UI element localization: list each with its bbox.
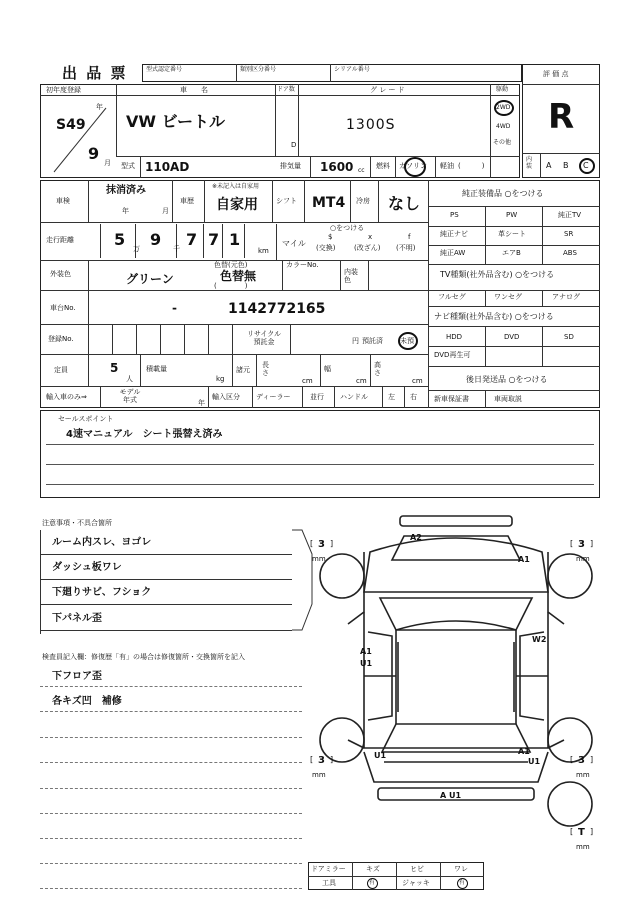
equip-navi: 純正ナビ <box>440 230 468 238</box>
mileage-label: 走行距離 <box>46 236 74 244</box>
tread-spare-value: T <box>578 827 585 838</box>
grade-label: グ レ ー ド <box>370 86 405 94</box>
id-number-strip <box>142 64 522 82</box>
interior-label: 内装 <box>526 156 533 170</box>
mileage-sen: 千 <box>173 245 180 253</box>
chassis-label: 車台No. <box>50 304 76 312</box>
tv-analog: アナログ <box>552 293 580 301</box>
tread-spare-open: [ <box>570 827 574 836</box>
chassis-dash: - <box>172 301 177 315</box>
mileage-man: 万 <box>133 245 140 253</box>
tread-rl-value: 3 <box>318 755 325 766</box>
note-item-2: ダッシュ板ワレ <box>52 562 122 573</box>
tread-rr-open: [ <box>570 755 574 764</box>
unknown-label: (不明) <box>396 244 416 252</box>
equip-leather: 革シート <box>498 230 526 238</box>
height-cm: cm <box>412 377 423 385</box>
mark-a1-left: A1 <box>360 647 372 656</box>
inspection-month: 月 <box>162 207 169 215</box>
mark-a2: A2 <box>410 533 422 542</box>
displacement-label: 排気量 <box>280 162 301 170</box>
equip-ps: PS <box>450 211 459 219</box>
person-unit: 人 <box>126 375 133 383</box>
tread-rl-open: [ <box>310 755 314 764</box>
tv-label: TV種類(社外品含む) ○をつける <box>440 270 555 279</box>
ac-value: なし <box>388 194 421 213</box>
color-change-paren: ( ) <box>214 282 248 290</box>
mileage-digit-1: 5 <box>114 230 126 249</box>
length-cm: cm <box>302 377 313 385</box>
parallel: 並行 <box>310 393 324 401</box>
model-year-label: モデル年式 <box>119 388 141 405</box>
equip-tv: 純正TV <box>558 211 582 219</box>
left-handle: 左 <box>388 393 395 401</box>
grade: 1300S <box>346 117 396 133</box>
dvd-label: DVD再生可 <box>434 351 471 359</box>
model-value: 110AD <box>145 160 190 174</box>
length-label: 長さ <box>262 361 269 377</box>
tread-spare-close: ] <box>590 827 594 836</box>
mileage-digit-2: 9 <box>150 230 162 249</box>
mileage-km: km <box>258 247 269 255</box>
note-item-4: 下パネル歪 <box>52 613 102 624</box>
inspector-label: 検査員記入欄：修復歴「有」の場合は修復箇所・交換箇所を記入 <box>42 653 245 661</box>
mark-x: x <box>368 233 373 241</box>
note-item-1: ルーム内スレ、ヨゴレ <box>52 537 152 548</box>
tread-spare-mm: mm <box>576 843 590 851</box>
tread-fl-close: ] <box>330 539 334 548</box>
post-sale-label: 後日発送品 ○をつける <box>466 375 548 384</box>
dealer: ディーラー <box>256 393 291 401</box>
legend-tools: 工具 <box>322 879 336 887</box>
drive-4wd: 4WD <box>496 123 511 130</box>
interior-c: C <box>583 161 589 170</box>
model-year-nen: 年 <box>198 399 205 407</box>
inspection-value: 抹消済み <box>106 185 146 196</box>
import-cat-label: 輸入区分 <box>212 393 240 401</box>
fuel-label: 燃料 <box>376 162 390 170</box>
reg-no-label: 登録No. <box>48 335 74 343</box>
model-label: 型式 <box>121 162 135 170</box>
altered-label: (改ざん) <box>354 244 381 252</box>
color-change-value: 色替無 <box>220 269 257 283</box>
note-item-3: 下廻りサビ、フショク <box>52 587 152 598</box>
legend-scratch: キズ <box>366 865 380 873</box>
equip-aw: 純正AW <box>440 249 466 257</box>
score-value: R <box>548 97 575 137</box>
inspection-label: 車検 <box>56 197 70 205</box>
drive-2wd: 2WD <box>496 104 511 111</box>
recycle-label: リサイクル預託金 <box>246 330 282 347</box>
navi-label: ナビ種類(社外品含む) ○をつける <box>434 312 554 321</box>
manual: 車両取説 <box>494 395 522 403</box>
page-title: 出 品 票 <box>62 64 128 82</box>
warranty: 新車保証書 <box>434 395 469 403</box>
chassis-value: 1142772165 <box>228 301 326 317</box>
drive-label: 駆動 <box>496 86 509 93</box>
width-cm: cm <box>356 377 367 385</box>
mark-u1-rear-left: U1 <box>374 751 387 760</box>
doors-label: ドア数 <box>277 86 295 93</box>
cc-unit: cc <box>358 167 365 174</box>
first-reg-label: 初年度登録 <box>46 86 81 94</box>
door-d: D <box>291 141 297 149</box>
first-reg-year: S49 <box>56 117 86 133</box>
interior-color-label: 内装色 <box>344 268 358 285</box>
use-note: ※未記入は自家用 <box>212 183 260 190</box>
right-handle: 右 <box>410 393 417 401</box>
tread-fr-open: [ <box>570 539 574 548</box>
color-value: グリーン <box>126 272 174 286</box>
mileage-digit-5: 1 <box>229 230 241 249</box>
mile-label: マイル <box>282 239 306 248</box>
displacement-value: 1600 <box>320 160 354 174</box>
ac-label: 冷房 <box>356 197 370 205</box>
equip-abs: ABS <box>563 249 577 257</box>
mark-w2: W2 <box>532 635 547 644</box>
car-name: VW ビートル <box>126 112 225 131</box>
not-deposited: 未預 <box>400 337 414 345</box>
height-label: 高さ <box>374 361 381 377</box>
interior-b: B <box>563 161 569 170</box>
tread-rr-mm: mm <box>576 771 590 779</box>
mileage-digit-4: 7 <box>208 230 220 249</box>
navi-sd: SD <box>564 333 574 341</box>
genuine-equip-label: 純正装備品 ○をつける <box>462 189 544 198</box>
load-label: 積載量 <box>146 365 167 373</box>
tread-fl-value: 3 <box>318 539 325 550</box>
inspector-item-1: 下フロア歪 <box>52 671 102 682</box>
import-label: 輸入車のみ⇒ <box>46 393 87 401</box>
legend-tools-yes: 有 <box>369 879 376 886</box>
exchange-label: (交換) <box>316 244 336 252</box>
tread-rr-value: 3 <box>578 755 585 766</box>
color-change-label: 色替(元色) <box>214 261 248 269</box>
legend-jack: ジャッキ <box>402 879 430 887</box>
navi-hdd: HDD <box>446 333 463 341</box>
sales-text: 4速マニュアル シート張替え済み <box>66 429 223 440</box>
tread-fl-mm: mm <box>312 555 326 563</box>
tread-fl-open: [ <box>310 539 314 548</box>
color-label: 外装色 <box>50 270 71 278</box>
mark-dollar: $ <box>328 233 333 241</box>
serial-label: シリアル番号 <box>334 66 370 73</box>
drive-other: その他 <box>493 139 512 146</box>
width-label: 幅 <box>324 365 331 373</box>
notes-label: 注意事項・不具合箇所 <box>42 519 112 527</box>
first-reg-year-char: 年 <box>96 103 103 111</box>
fuel-gas: ガソリン <box>399 162 427 170</box>
inspector-item-2: 各キズ凹 補修 <box>52 696 122 707</box>
tread-fr-mm: mm <box>576 555 590 563</box>
dims-label: 諸元 <box>236 366 250 374</box>
color-no-label: カラーNo. <box>286 261 319 269</box>
category-label: 類別区分番号 <box>240 66 277 73</box>
shift-label: シフト <box>276 197 297 205</box>
circle-note: ○をつける <box>330 224 365 232</box>
equip-pw: PW <box>506 211 518 219</box>
mark-rear: A U1 <box>440 791 462 800</box>
interior-a: A <box>546 161 552 170</box>
mark-u1-rear-right: U1 <box>528 757 541 766</box>
tread-rl-close: ] <box>330 755 334 764</box>
tv-fullseg: フルセグ <box>438 293 466 301</box>
sales-label: セールスポイント <box>58 415 114 423</box>
first-reg-month: 9 <box>88 144 100 163</box>
first-reg-month-char: 月 <box>104 159 111 167</box>
navi-dvd: DVD <box>504 333 520 341</box>
legend-broken: ワレ <box>454 865 468 873</box>
legend-crack: ヒビ <box>410 865 424 873</box>
handle-label: ハンドル <box>340 393 368 401</box>
mark-a1-rear-right: A1 <box>518 747 530 756</box>
capacity-label: 定員 <box>54 366 68 374</box>
tread-fr-value: 3 <box>578 539 585 550</box>
mark-f: f <box>408 233 411 241</box>
car-name-label: 車 名 <box>180 86 208 94</box>
legend-jack-yes: 有 <box>459 879 466 886</box>
score-label: 評 価 点 <box>543 70 569 78</box>
tread-rr-close: ] <box>590 755 594 764</box>
car-diagram <box>308 512 604 858</box>
use-label: 車歴 <box>180 197 194 205</box>
deposited: 預託済 <box>362 337 383 345</box>
legend-door-mirror: ドアミラー <box>311 865 346 873</box>
equip-airbag: エアB <box>502 249 521 257</box>
tread-rl-mm: mm <box>312 771 326 779</box>
fuel-paren: ( ) <box>458 162 485 170</box>
equip-sr: SR <box>564 230 574 238</box>
kg-unit: kg <box>216 375 225 383</box>
mark-u1-left: U1 <box>360 659 373 668</box>
capacity-value: 5 <box>110 361 119 375</box>
model-cert-label: 型式認定番号 <box>146 66 183 73</box>
shift-value: MT4 <box>312 195 346 211</box>
use-value: 自家用 <box>216 197 258 213</box>
fuel-diesel: 軽油 <box>440 162 454 170</box>
mark-a1-front-right: A1 <box>518 555 530 564</box>
mileage-digit-3: 7 <box>186 230 198 249</box>
inspection-year: 年 <box>122 207 129 215</box>
tv-oneseg: ワンセグ <box>494 293 522 301</box>
yen: 円 <box>352 337 359 345</box>
tread-fr-close: ] <box>590 539 594 548</box>
